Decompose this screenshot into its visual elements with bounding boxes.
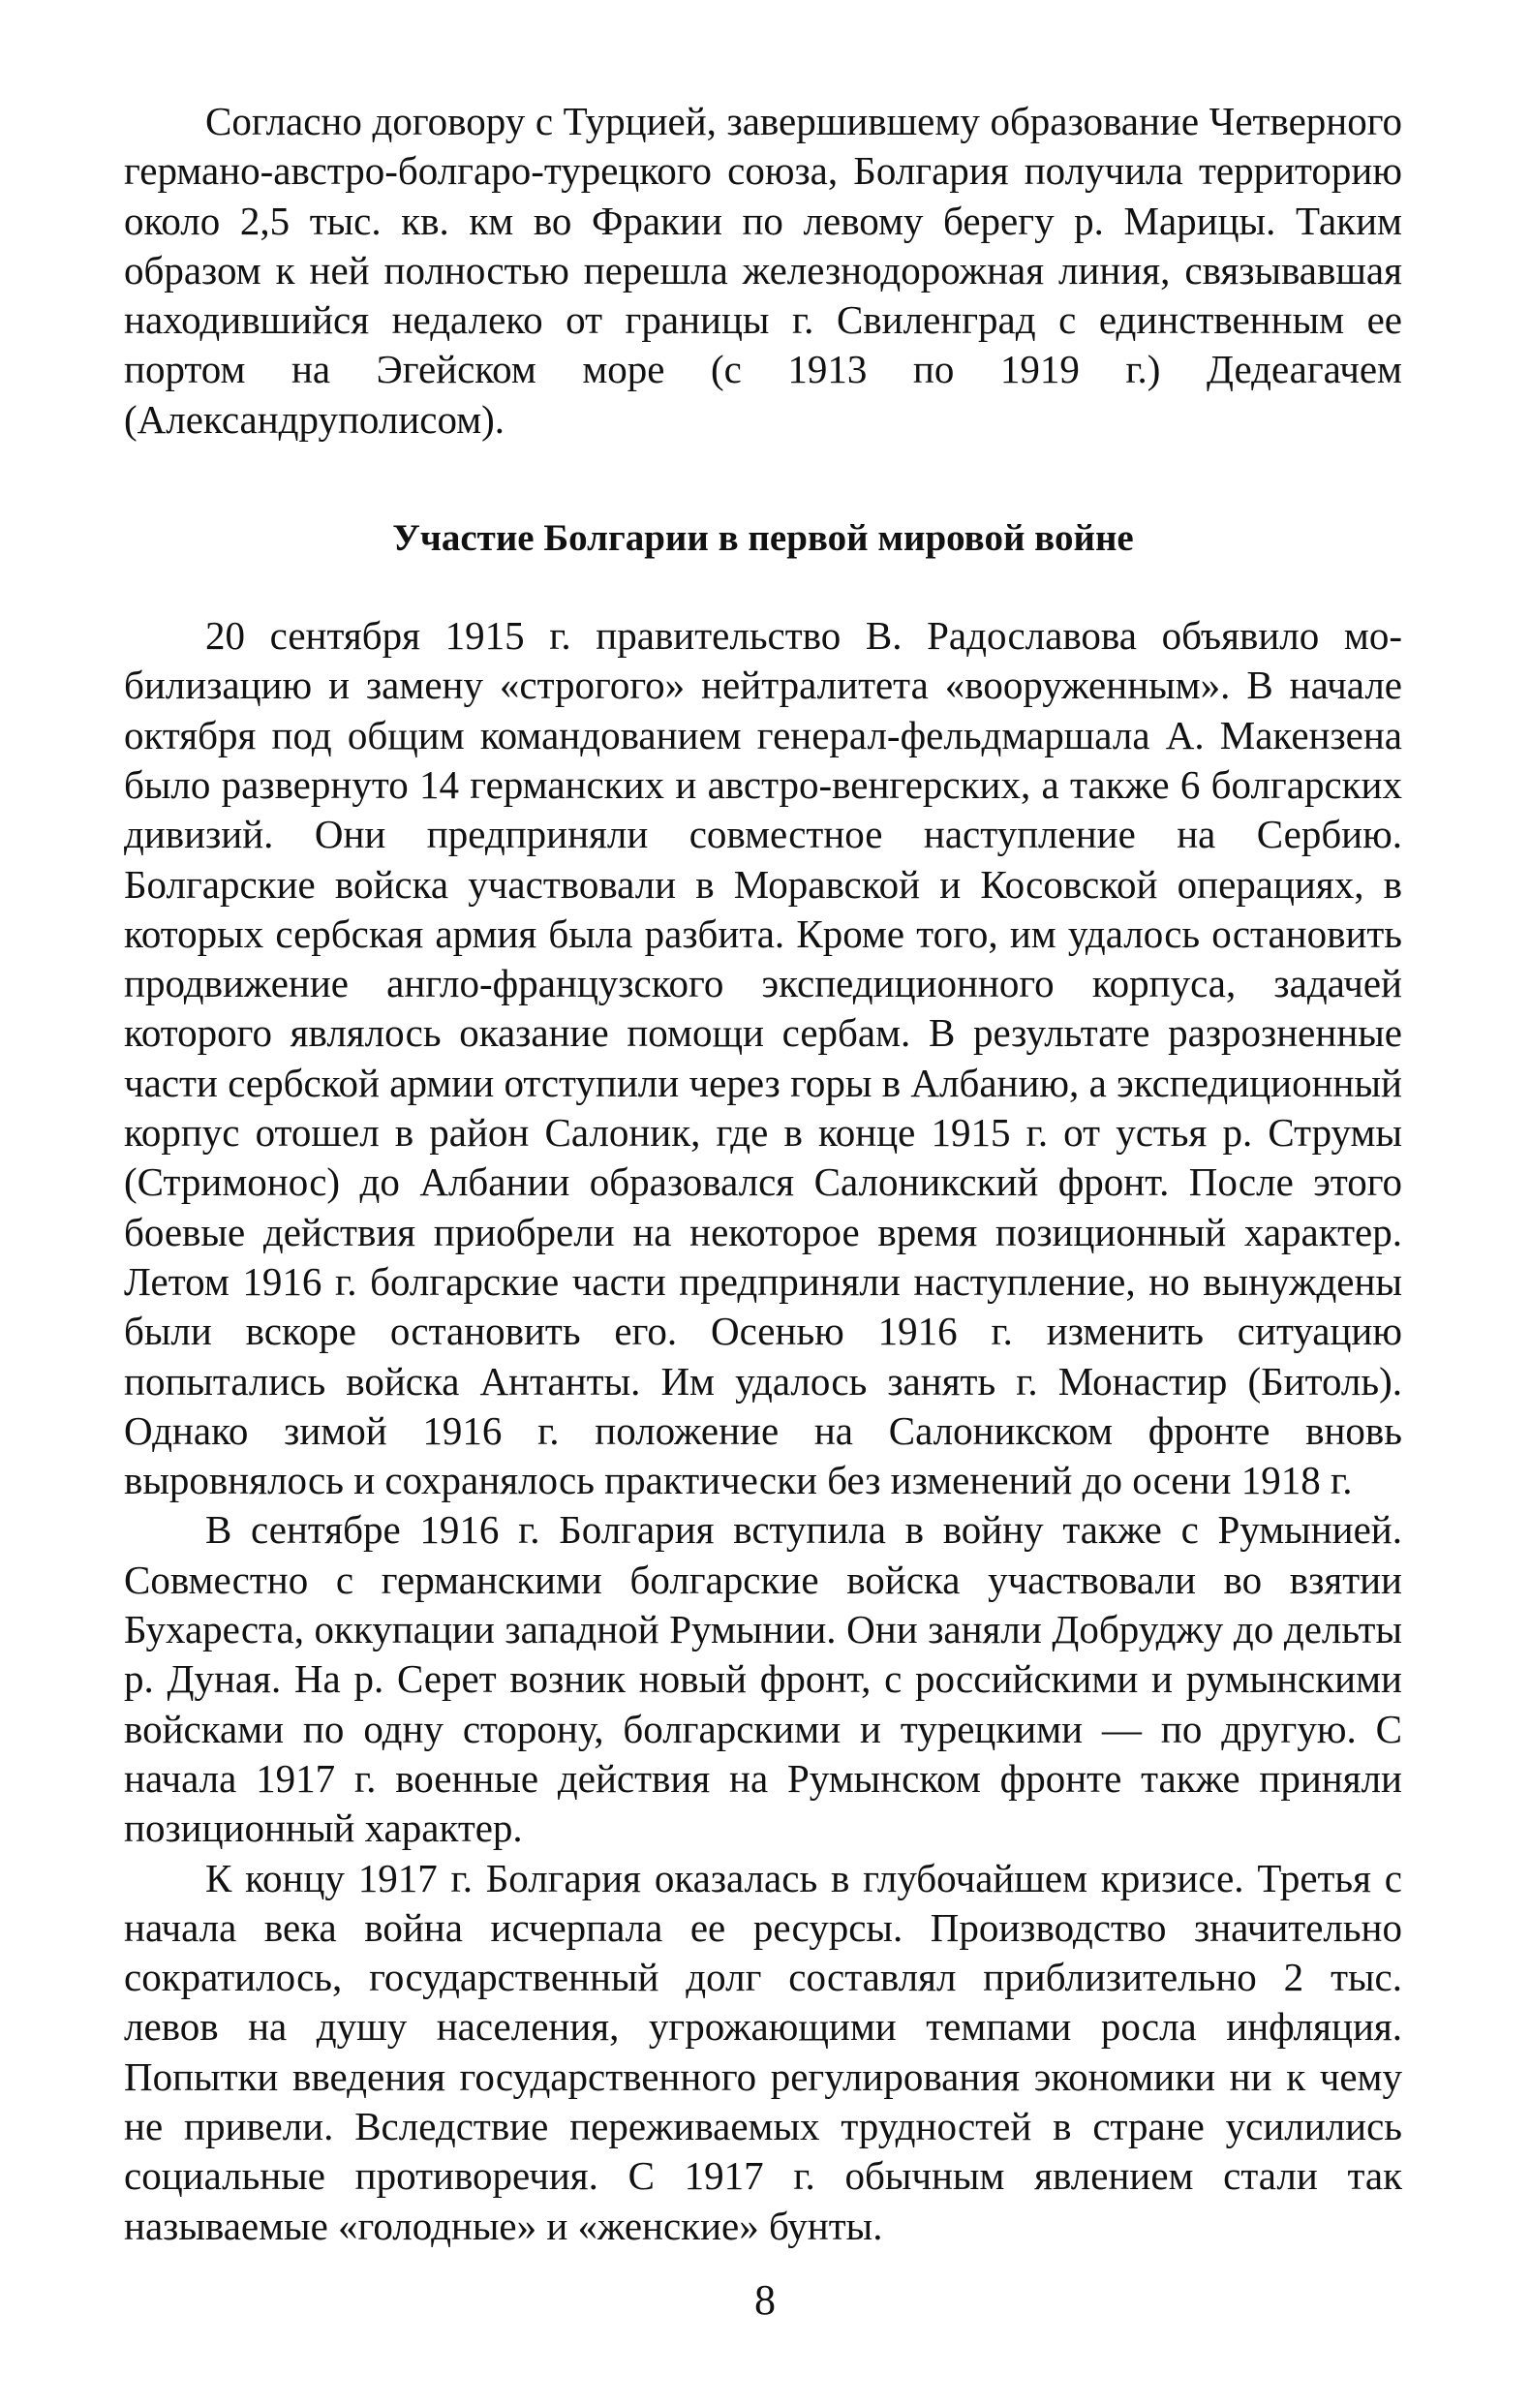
paragraph-treaty-bulgaria-turkey: Согласно договору с Турцией, завершившему образование Четверного германо-австро-болгаро-турецкого союза, Болгария получила территорию около 2,5 тыс. кв. км во Фракии по левому берегу р. Марицы. Таким образом к ней полностью перешла железнодорожная линия, связывавшая находившийся недалеко от границы г. Свиленград с единственным ее портом на Эгейском море (с 1913 по 1919 г.) Дедеагачем (Александруполисом). <box>124 99 1402 442</box>
paragraph-1915-mobilization: 20 сентября 1915 г. правительство В. Радославова объявило мобилизацию и замену «строгого» нейтралитета «вооруженным». В начале октября под общим командованием генерал-фельдмаршала А. Макензена было развернуто 14 германских и австро-венгерских, а также 6 болгарских дивизий. Они предприняли совместное наступление на Сербию. Болгарские войска участвовали в Моравской и Косовской операциях, в которых сербская армия была разбита. Кроме того, им удалось остановить продвижение англо-французского экспедиционного корпуса, задачей которого являлось оказание помощи сербам. В результате разрозненные части сербской армии отступили через горы в Албанию, а экспедиционный корпус отошел в район Салоник, где в конце 1915 г. от устья р. Струмы (Стримонос) до Албании образовался Салоникский фронт. После этого боевые действия приобрели на некоторое время позиционный характер. Летом 1916 г. болгарские части предприняли наступление, но вынуждены были вскоре остановить его. Осенью 1916 г. изменить ситуацию попытались войска Антанты. Им удалось занять г. Монастир (Битоль). Однако зимой 1916 г. положение на Салоникском фронте вновь выровнялось и сохранялось практически без изменений до осени 1918 г. <box>124 613 1402 1503</box>
paragraph-1917-crisis: К концу 1917 г. Болгария оказалась в глубочайшем кризисе. Третья с начала века война исчерпала ее ресурсы. Производство значительно сократилось, государственный долг составлял приблизительно 2 тыс. левов на душу населения, угрожающими темпами росла инфляция. Попытки введения государственного регулирования экономики ни к чему не привели. Вследствие переживаемых трудностей в стране усилились социальные противоречия. С 1917 г. обычным явлением стали так называемые «голодные» и «женские» бунты. <box>124 1855 1402 2248</box>
section-heading: Участие Болгарии в первой мировой войне <box>392 517 1134 560</box>
page-number: 8 <box>754 2276 776 2324</box>
paragraph-romania-front: В сентябре 1916 г. Болгария вступила в войну также с Румынией. Совместно с германскими болгарские войска участвовали во взятии Бухареста, оккупации западной Румынии. Они заняли Добруджу до дельты р. Дуная. На р. Серет возник новый фронт, с российскими и румынскими войсками по одну сторону, болгарскими и турецкими — по другую. С начала 1917 г. военные действия на Румынском фронте также приняли позиционный характер. <box>124 1507 1402 1851</box>
document-page <box>124 97 1402 2251</box>
